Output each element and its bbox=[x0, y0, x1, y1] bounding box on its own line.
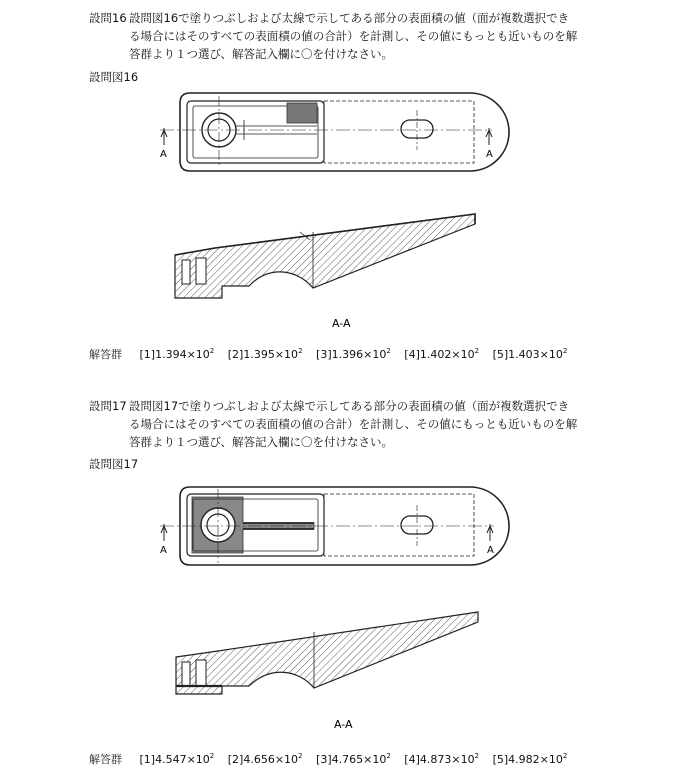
q17-number: 設問17 bbox=[89, 399, 127, 413]
q16-answer-2[interactable] bbox=[228, 348, 303, 361]
q17-figure-label: 設問図17 bbox=[89, 457, 139, 471]
fig16-cut-label-right: A bbox=[486, 149, 493, 160]
q16-number: 設問16 bbox=[89, 11, 127, 25]
q17-answer-5-text: [5]4.982×10 bbox=[492, 753, 563, 766]
q17-answer-5-exp: 2 bbox=[562, 752, 568, 760]
q16-answer-3[interactable] bbox=[316, 348, 391, 361]
q16-answer-2-exp: 2 bbox=[298, 347, 303, 355]
q16-answer-1[interactable] bbox=[140, 348, 215, 361]
fig17-cut-label-left: A bbox=[160, 545, 167, 556]
fig17-cut-label-right: A bbox=[487, 545, 494, 556]
q17-answer-2-exp: 2 bbox=[298, 752, 303, 760]
q16-answer-5[interactable] bbox=[493, 348, 568, 361]
q17-answer-4-exp: 2 bbox=[474, 752, 480, 760]
fig16-section-label: A-A bbox=[332, 317, 351, 330]
q16-answer-4[interactable] bbox=[404, 348, 479, 361]
q17-answer-heading: 解答群 bbox=[89, 753, 122, 766]
q16-answer-1-exp: 2 bbox=[209, 347, 215, 355]
q16-answer-4-exp: 2 bbox=[474, 347, 480, 355]
q16-answer-5-exp: 2 bbox=[562, 347, 568, 355]
q16-answer-3-text: [3]1.396×10 bbox=[316, 348, 387, 361]
q17-answer-group bbox=[89, 751, 577, 767]
q17-answer-3[interactable] bbox=[316, 753, 391, 766]
q17-text: 設問図17で塗りつぶしおよび太線で示してある部分の表面積の値（面が複数選択できる場合にはそのすべての表面積の値の合計）を計測し、その値にもっとも近いものを解答群より１つ選び、解答記入欄に〇を付けなさい。 bbox=[129, 399, 578, 449]
q16-answer-heading: 解答群 bbox=[89, 348, 122, 361]
fig17-plan-view bbox=[160, 487, 509, 565]
q17-answer-3-exp: 2 bbox=[386, 752, 391, 760]
q17-answer-1[interactable] bbox=[140, 753, 215, 766]
q16-answer-5-text: [5]1.403×10 bbox=[492, 348, 563, 361]
fig17-section-view bbox=[176, 612, 478, 694]
fig16-cut-label-left: A bbox=[160, 149, 167, 160]
q16-text: 設問図16で塗りつぶしおよび太線で示してある部分の表面積の値（面が複数選択できる場合にはそのすべての表面積の値の合計）を計測し、その値にもっとも近いものを解答群より１つ選び、解答記入欄に〇を付けなさい。 bbox=[129, 11, 578, 61]
q16-answer-1-text: [1]1.394×10 bbox=[139, 348, 210, 361]
q16-answer-2-text: [2]1.395×10 bbox=[227, 348, 299, 361]
q16-figure-label: 設問図16 bbox=[89, 70, 139, 84]
fig16-section-view bbox=[175, 214, 475, 298]
q16-answer-3-exp: 2 bbox=[386, 347, 391, 355]
q17-answer-4[interactable] bbox=[404, 753, 479, 766]
q17-answer-5[interactable] bbox=[493, 753, 568, 766]
fig16-plan-view bbox=[160, 93, 509, 171]
q16-answer-4-text: [4]1.402×10 bbox=[404, 348, 475, 361]
q17-answer-4-text: [4]4.873×10 bbox=[404, 753, 475, 766]
q17-answer-1-exp: 2 bbox=[209, 752, 215, 760]
q17-answer-3-text: [3]4.765×10 bbox=[316, 753, 387, 766]
q17-answer-2-text: [2]4.656×10 bbox=[227, 753, 299, 766]
q16-answer-group bbox=[89, 346, 577, 362]
fig17-section-label: A-A bbox=[334, 718, 353, 731]
q17-answer-1-text: [1]4.547×10 bbox=[139, 753, 210, 766]
q17-answer-2[interactable] bbox=[228, 753, 303, 766]
